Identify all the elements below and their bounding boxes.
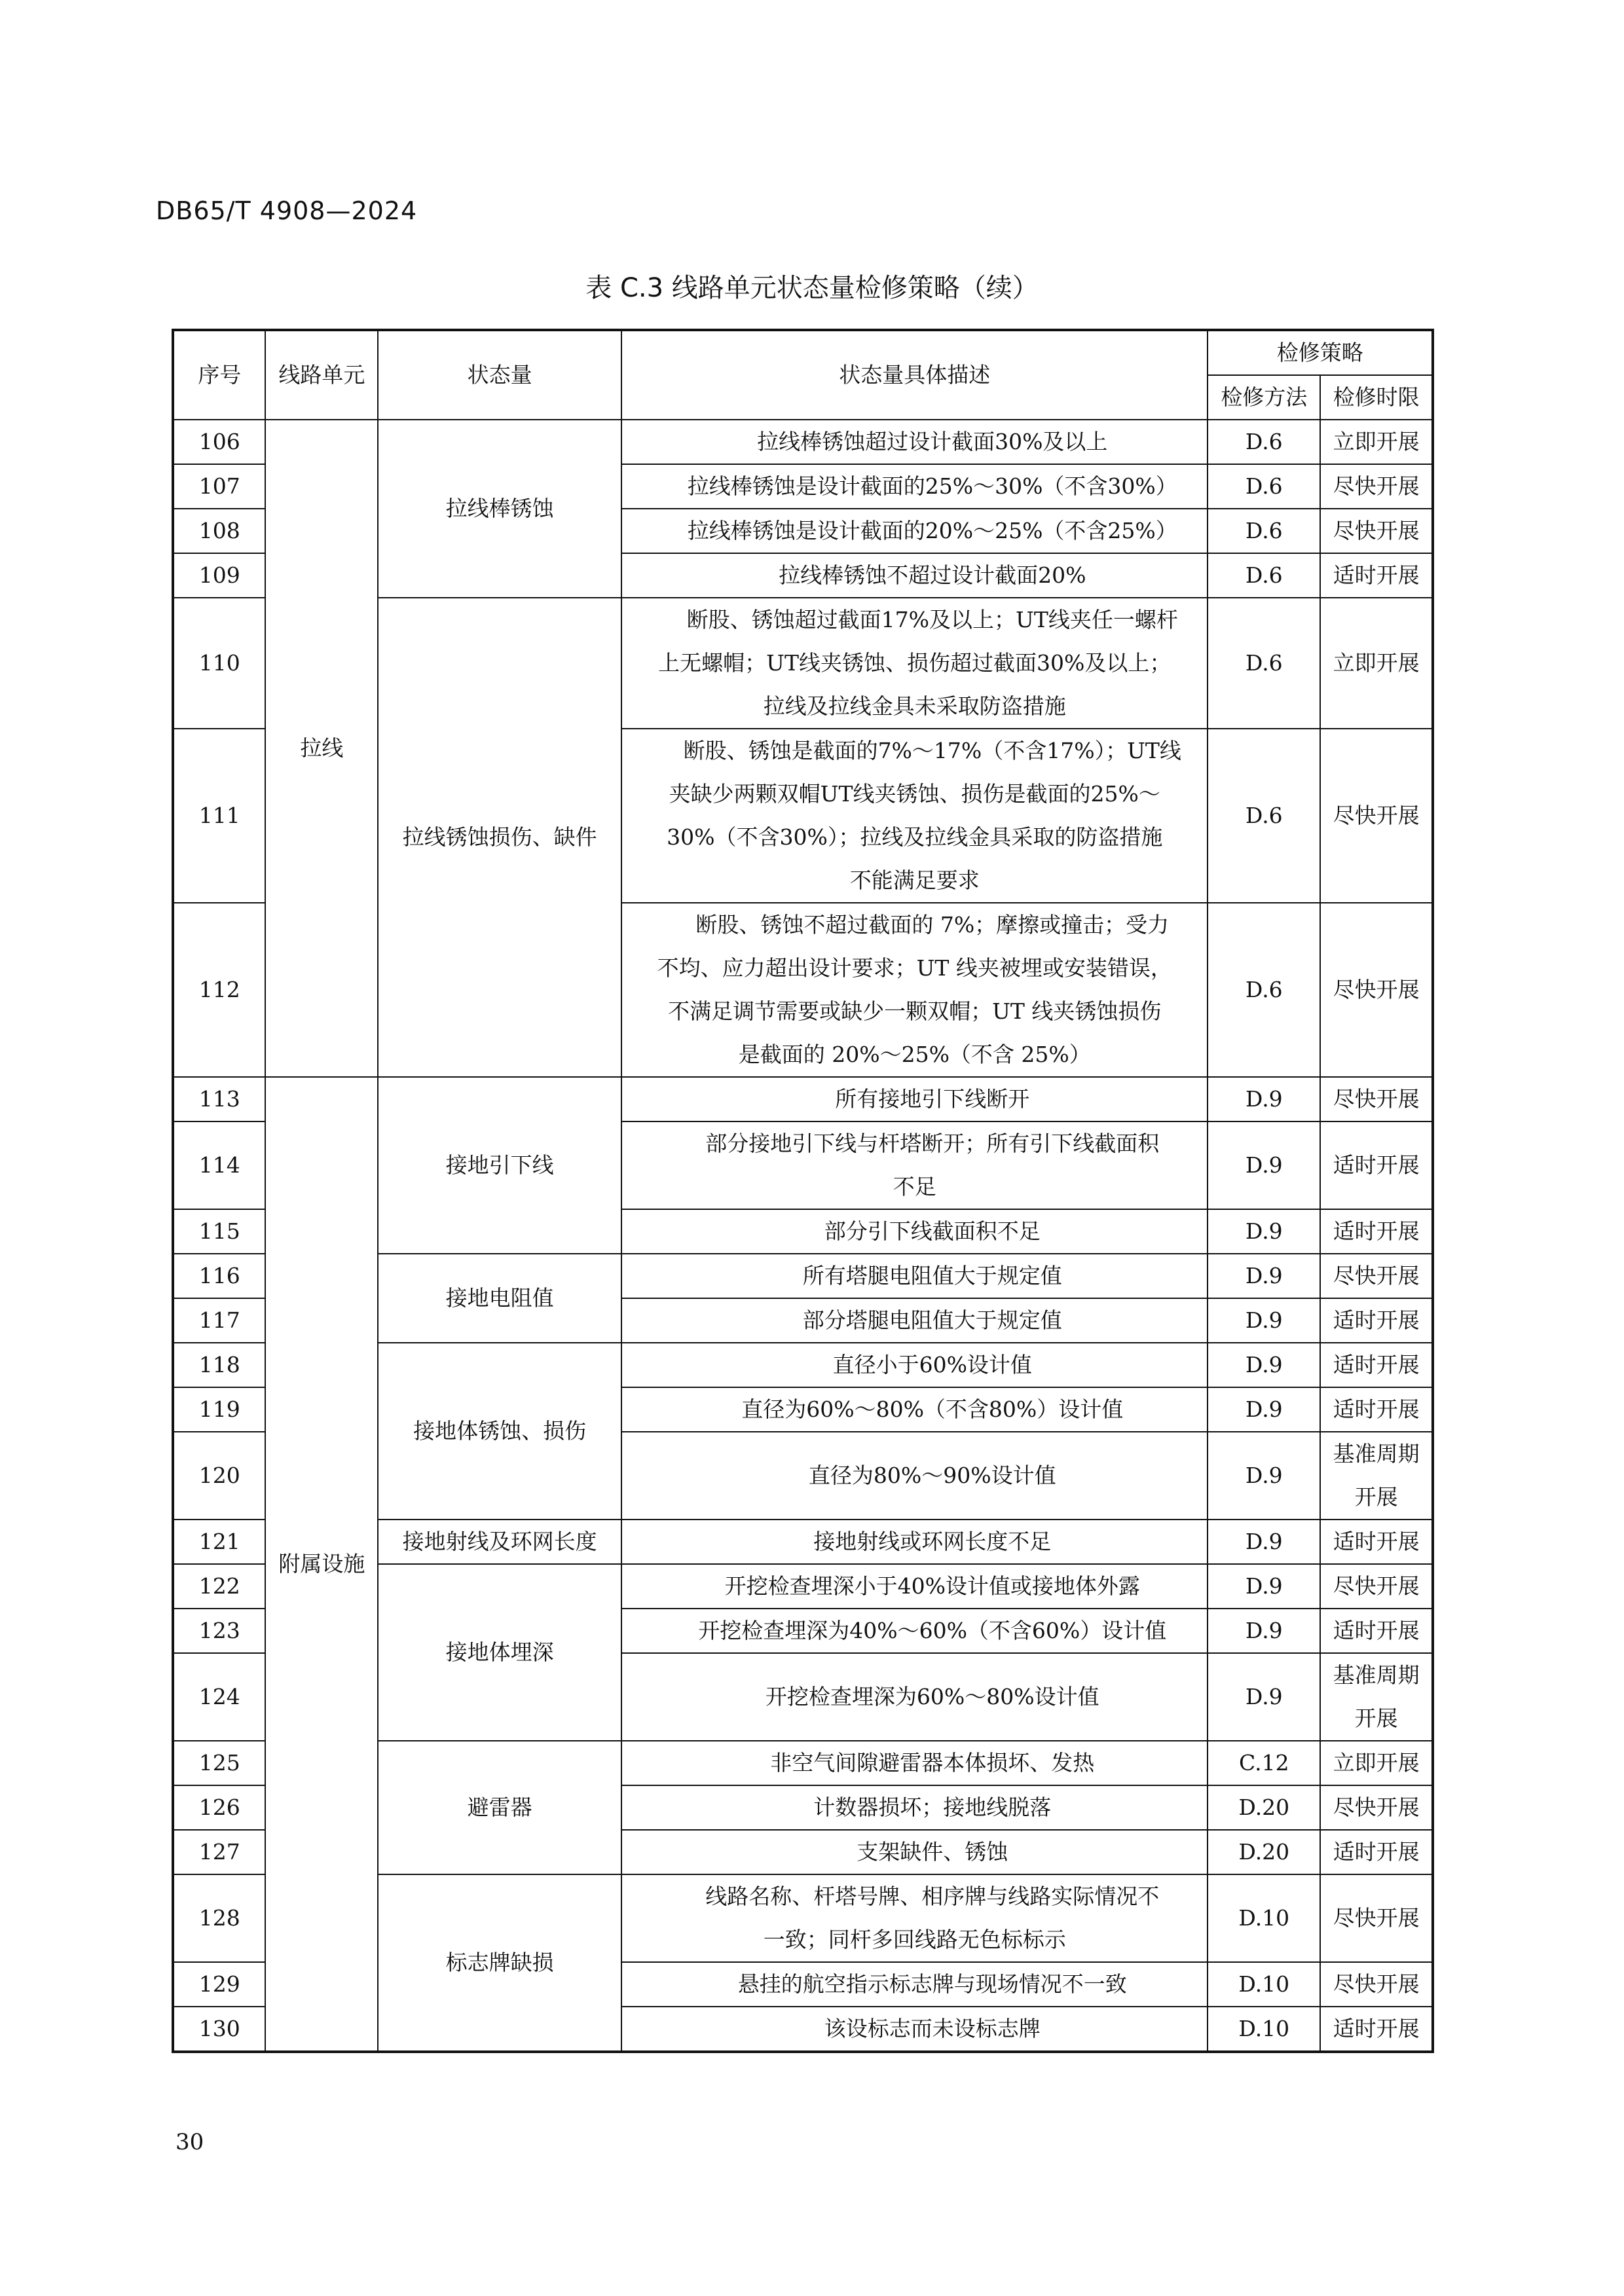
row-number: 116 [173,1254,265,1298]
method-cell: D.6 [1208,509,1320,553]
description-line [626,1343,1203,1387]
time-limit-cell: 适时开展 [1320,553,1433,598]
row-number: 120 [173,1432,265,1520]
method-cell: D.9 [1208,1387,1320,1432]
description-text: 断股、锈蚀不超过截面的 7%；摩擦或撞击；受力 [695,912,1170,938]
description-text: 该设标志而未设标志牌 [824,2016,1041,2041]
state-quantity-cell: 接地体埋深 [378,1564,621,1741]
description-line: 不均、应力超出设计要求；UT 线夹被埋或安装错误， [657,955,1172,981]
description-text: 直径为60%～80%（不含80%）设计值 [741,1396,1124,1422]
row-number: 128 [173,1874,265,1962]
method-cell: D.9 [1208,1254,1320,1298]
description-line: 上无螺帽；UT线夹锈蚀、损伤超过截面30%及以上； [658,650,1172,676]
description-line [626,1520,1203,1563]
time-limit-cell: 尽快开展 [1320,509,1433,553]
method-cell: D.10 [1208,1874,1320,1962]
description-cell [621,1874,1208,1962]
description-text: 支架缺件、锈蚀 [857,1839,1008,1865]
row-number: 111 [173,729,265,903]
row-number: 129 [173,1962,265,2007]
description-line [626,1675,1203,1719]
description-line [626,1210,1203,1253]
description-text: 直径为80%～90%设计值 [808,1463,1056,1488]
time-limit-cell: 立即开展 [1320,420,1433,464]
row-number: 126 [173,1785,265,1830]
row-number: 112 [173,903,265,1077]
time-limit-cell: 适时开展 [1320,1609,1433,1653]
state-quantity-cell: 接地引下线 [378,1077,621,1254]
maintenance-strategy-table [172,329,1434,2053]
method-cell: D.20 [1208,1785,1320,1830]
row-number: 125 [173,1741,265,1785]
state-quantity-cell: 接地体锈蚀、损伤 [378,1343,621,1520]
description-line: 一致；同杆多回线路无色标标示 [763,1927,1066,1952]
method-cell: D.6 [1208,553,1320,598]
method-cell: D.9 [1208,1520,1320,1564]
description-text: 拉线棒锈蚀是设计截面的25%～30%（不含30%） [687,473,1177,499]
time-limit-cell: 尽快开展 [1320,1785,1433,1830]
description-cell [621,1962,1208,2007]
time-limit-cell: 尽快开展 [1320,903,1433,1077]
row-number: 121 [173,1520,265,1564]
row-number: 123 [173,1609,265,1653]
description-cell [621,464,1208,509]
method-cell: D.20 [1208,1830,1320,1874]
method-cell: C.12 [1208,1741,1320,1785]
description-line: 不满足调节需要或缺少一颗双帽；UT 线夹锈蚀损伤 [668,998,1162,1024]
description-line [626,1299,1203,1342]
row-number: 107 [173,464,265,509]
time-limit-cell: 立即开展 [1320,1741,1433,1785]
time-limit-cell: 尽快开展 [1320,1874,1433,1962]
method-cell: D.9 [1208,1343,1320,1387]
method-cell: D.6 [1208,729,1320,903]
description-text: 开挖检查埋深为60%～80%设计值 [765,1684,1099,1709]
description-text: 拉线棒锈蚀不超过设计截面20% [779,562,1086,588]
row-number: 115 [173,1209,265,1254]
time-limit-line: 开展 [1354,1705,1398,1731]
method-cell: D.9 [1208,1077,1320,1121]
state-quantity-cell: 接地射线及环网长度 [378,1520,621,1564]
row-number: 108 [173,509,265,553]
description-line [626,1388,1203,1431]
time-limit-cell: 适时开展 [1320,1830,1433,1874]
description-line [626,1831,1203,1874]
description-cell [621,1209,1208,1254]
description-text: 部分引下线截面积不足 [824,1218,1041,1244]
method-cell: D.10 [1208,2007,1320,2052]
row-number: 130 [173,2007,265,2052]
description-line [626,1454,1203,1497]
description-cell [621,1121,1208,1209]
method-cell: D.9 [1208,1432,1320,1520]
time-limit-cell [1320,1432,1433,1520]
description-cell [621,509,1208,553]
line-unit-cell: 附属设施 [265,1077,378,2052]
description-line [626,1963,1203,2006]
description-cell [621,1254,1208,1298]
row-number: 110 [173,598,265,729]
line-unit-cell: 拉线 [265,420,378,1077]
time-limit-line: 基准周期 [1333,1662,1420,1688]
method-cell: D.9 [1208,1564,1320,1609]
header-strategy: 检修策略 [1208,330,1433,375]
description-cell [621,1343,1208,1387]
page-number: 30 [175,2129,204,2155]
description-line [626,465,1203,508]
table-body [173,420,1433,2052]
description-cell [621,553,1208,598]
description-cell [621,1432,1208,1520]
description-line [626,1609,1203,1652]
method-cell: D.6 [1208,903,1320,1077]
row-number: 127 [173,1830,265,1874]
row-number: 119 [173,1387,265,1432]
row-number: 124 [173,1653,265,1741]
description-line [626,1741,1203,1785]
time-limit-cell: 尽快开展 [1320,1564,1433,1609]
method-cell: D.6 [1208,464,1320,509]
description-cell [621,1387,1208,1432]
time-limit-line: 基准周期 [1333,1441,1420,1467]
description-cell [621,903,1208,1077]
description-line [626,2007,1203,2050]
description-line [626,1078,1203,1121]
description-text: 开挖检查埋深小于40%设计值或接地体外露 [724,1573,1140,1599]
header-unit: 线路单元 [265,330,378,420]
description-line [626,1786,1203,1829]
row-number: 114 [173,1121,265,1209]
description-cell [621,1830,1208,1874]
method-cell: D.9 [1208,1298,1320,1343]
description-cell [621,1785,1208,1830]
time-limit-cell: 立即开展 [1320,598,1433,729]
time-limit-cell: 适时开展 [1320,1121,1433,1209]
description-line [626,1254,1203,1298]
state-quantity-cell: 避雷器 [378,1741,621,1874]
time-limit-cell [1320,1653,1433,1741]
description-cell [621,729,1208,903]
description-cell [621,420,1208,464]
document-code: DB65/T 4908—2024 [156,196,418,225]
row-number: 113 [173,1077,265,1121]
description-text: 接地射线或环网长度不足 [813,1529,1052,1554]
method-cell: D.9 [1208,1653,1320,1741]
description-text: 所有塔腿电阻值大于规定值 [802,1263,1062,1288]
row-number: 122 [173,1564,265,1609]
row-number: 109 [173,553,265,598]
method-cell: D.6 [1208,420,1320,464]
time-limit-line: 开展 [1354,1484,1398,1510]
description-text: 拉线棒锈蚀是设计截面的20%～25%（不含25%） [687,518,1177,543]
description-text: 直径小于60%设计值 [832,1352,1032,1377]
row-number: 118 [173,1343,265,1387]
time-limit-cell: 适时开展 [1320,1520,1433,1564]
time-limit-cell: 适时开展 [1320,1387,1433,1432]
description-line [626,509,1203,553]
method-cell: D.9 [1208,1209,1320,1254]
description-cell [621,1564,1208,1609]
description-cell [621,1609,1208,1653]
method-cell: D.9 [1208,1121,1320,1209]
description-text: 线路名称、杆塔号牌、相序牌与线路实际情况不 [705,1884,1160,1909]
description-cell [621,598,1208,729]
description-text: 拉线棒锈蚀超过设计截面30%及以上 [757,429,1108,454]
time-limit-cell: 适时开展 [1320,2007,1433,2052]
description-line: 是截面的 20%～25%（不含 25%） [738,1042,1091,1067]
description-line [626,729,1203,773]
time-limit-cell: 适时开展 [1320,1209,1433,1254]
header-time: 检修时限 [1320,375,1433,420]
description-line: 30%（不含30%）；拉线及拉线金具采取的防盗措施 [667,824,1163,850]
header-state: 状态量 [378,330,621,420]
description-text: 断股、锈蚀超过截面17%及以上；UT线夹任一螺杆 [686,607,1178,632]
header-method: 检修方法 [1208,375,1320,420]
state-quantity-cell: 接地电阻值 [378,1254,621,1343]
row-number: 117 [173,1298,265,1343]
header-seq: 序号 [173,330,265,420]
description-line [626,1565,1203,1608]
description-line: 夹缺少两颗双帽UT线夹锈蚀、损伤是截面的25%～ [669,781,1160,807]
time-limit-cell: 适时开展 [1320,1298,1433,1343]
description-line: 不能满足要求 [849,867,980,893]
description-line [626,554,1203,597]
time-limit-cell: 尽快开展 [1320,464,1433,509]
time-limit-cell: 尽快开展 [1320,729,1433,903]
method-cell: D.10 [1208,1962,1320,2007]
description-cell [621,1077,1208,1121]
table-row [173,420,1433,464]
time-limit-cell: 适时开展 [1320,1343,1433,1387]
time-limit-cell: 尽快开展 [1320,1962,1433,2007]
description-text: 非空气间隙避雷器本体损坏、发热 [770,1750,1095,1776]
method-cell: D.6 [1208,598,1320,729]
description-cell [621,1520,1208,1564]
description-line [626,598,1203,642]
table-row [173,1077,1433,1121]
description-text: 悬挂的航空指示标志牌与现场情况不一致 [737,1971,1127,1997]
state-quantity-cell: 标志牌缺损 [378,1874,621,2052]
header-desc: 状态量具体描述 [621,330,1208,420]
time-limit-cell: 尽快开展 [1320,1254,1433,1298]
description-text: 计数器损坏；接地线脱落 [813,1795,1052,1820]
description-text: 所有接地引下线断开 [835,1086,1030,1112]
description-line: 拉线及拉线金具未采取防盗措施 [763,693,1066,719]
description-text: 断股、锈蚀是截面的7%～17%（不含17%）；UT线 [683,738,1181,763]
description-cell [621,2007,1208,2052]
description-cell [621,1653,1208,1741]
description-line [626,1875,1203,1918]
time-limit-cell: 尽快开展 [1320,1077,1433,1121]
description-text: 部分塔腿电阻值大于规定值 [802,1307,1062,1333]
row-number: 106 [173,420,265,464]
state-quantity-cell: 拉线锈蚀损伤、缺件 [378,598,621,1077]
description-line: 不足 [893,1174,936,1199]
description-line [626,903,1203,947]
description-line [626,1122,1203,1165]
description-text: 开挖检查埋深为40%～60%（不含60%）设计值 [698,1618,1167,1643]
description-line [626,420,1203,464]
description-cell [621,1298,1208,1343]
state-quantity-cell: 拉线棒锈蚀 [378,420,621,598]
method-cell: D.9 [1208,1609,1320,1653]
description-cell [621,1741,1208,1785]
description-text: 部分接地引下线与杆塔断开；所有引下线截面积 [705,1131,1160,1156]
table-title: 表 C.3 线路单元状态量检修策略（续） [585,273,1039,303]
